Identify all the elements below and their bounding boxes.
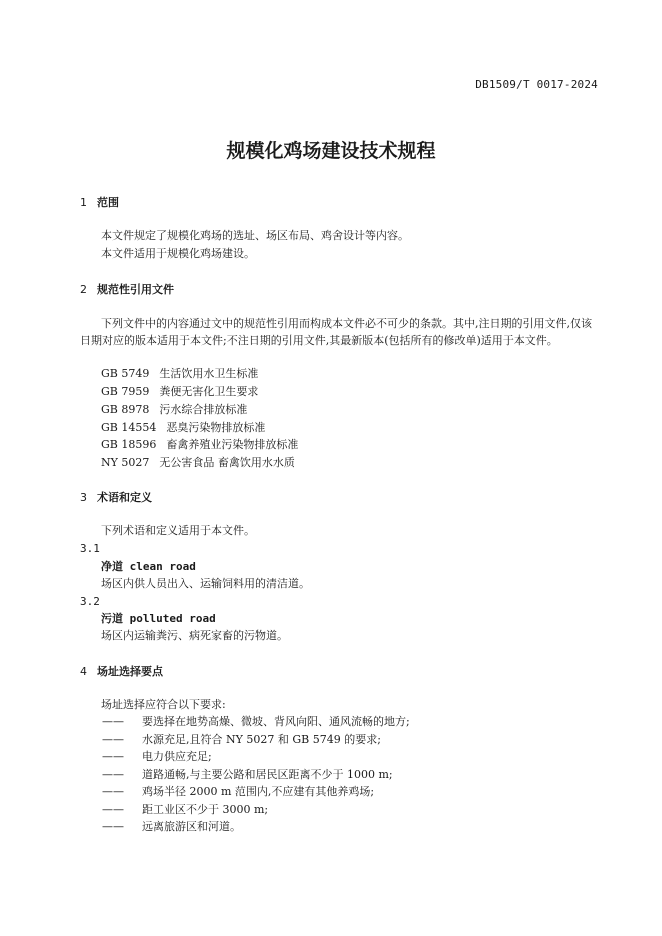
reference-code: NY 5027 [101, 456, 150, 469]
list-item: 电力供应充足; [142, 750, 212, 763]
section-title: 术语和定义 [97, 491, 152, 504]
term-definition: 场区内运输粪污、病死家畜的污物道。 [101, 629, 288, 642]
paragraph: 本文件适用于规模化鸡场建设。 [101, 247, 255, 260]
reference-item [101, 419, 265, 436]
reference-name: 粪便无害化卫生要求 [159, 385, 259, 398]
reference-name: 无公害食品 畜禽饮用水水质 [159, 456, 295, 469]
reference-name: 恶臭污染物排放标准 [166, 421, 266, 434]
paragraph: 场址选择应符合以下要求: [101, 698, 226, 711]
document-title: 规模化鸡场建设技术规程 [226, 140, 436, 162]
list-item: 要选择在地势高燥、微坡、背风向阳、通风流畅的地方; [142, 715, 410, 728]
section-number: 3 [80, 491, 87, 504]
reference-name: 畜禽养殖业污染物排放标准 [166, 438, 299, 451]
list-dash: —— [102, 785, 124, 798]
section-4-heading [80, 663, 163, 679]
section-title: 场址选择要点 [97, 665, 163, 678]
section-title: 规范性引用文件 [97, 283, 174, 296]
list-item: 道路通畅,与主要公路和居民区距离不少于 1000 m; [142, 768, 393, 781]
reference-code: GB 14554 [101, 421, 157, 434]
list-item: 远离旅游区和河道。 [142, 820, 241, 833]
subclause-number: 3.2 [80, 595, 100, 608]
reference-item [101, 454, 295, 471]
reference-code: GB 5749 [101, 367, 150, 380]
section-number: 2 [80, 283, 87, 296]
reference-code: GB 18596 [101, 438, 157, 451]
paragraph: 本文件规定了规模化鸡场的选址、场区布局、鸡舍设计等内容。 [101, 229, 409, 242]
reference-name: 污水综合排放标准 [159, 403, 248, 416]
reference-item [101, 365, 258, 382]
reference-code: GB 8978 [101, 403, 150, 416]
list-dash: —— [102, 750, 124, 763]
section-number: 4 [80, 665, 87, 678]
list-dash: —— [102, 733, 124, 746]
term-entry: 污道 polluted road [101, 612, 216, 625]
list-item: 水源充足,且符合 NY 5027 和 GB 5749 的要求; [142, 733, 381, 746]
list-dash: —— [102, 803, 124, 816]
reference-name: 生活饮用水卫生标准 [159, 367, 259, 380]
section-3-heading [80, 489, 152, 505]
paragraph: 下列文件中的内容通过文中的规范性引用而构成本文件必不可少的条款。其中,注日期的引用文件,仅该日期对应的版本适用于本文件;不注日期的引用文件,其最新版本(包括所有的修改单)适用于本文件。 [80, 317, 592, 347]
term-definition: 场区内供人员出入、运输饲料用的清洁道。 [101, 577, 310, 590]
term-entry: 净道 clean road [101, 560, 196, 573]
section-2-heading [80, 281, 174, 297]
reference-code: GB 7959 [101, 385, 150, 398]
list-item: 鸡场半径 2000 m 范围内,不应建有其他养鸡场; [142, 785, 375, 798]
list-dash: —— [102, 820, 124, 833]
document-code: DB1509/T 0017-2024 [475, 78, 598, 91]
reference-item [101, 401, 247, 418]
reference-item [101, 436, 298, 453]
paragraph: 下列术语和定义适用于本文件。 [101, 524, 255, 537]
section-title: 范围 [97, 196, 119, 209]
list-item: 距工业区不少于 3000 m; [142, 803, 269, 816]
list-dash: —— [102, 768, 124, 781]
section-number: 1 [80, 196, 87, 209]
section-1-heading [80, 194, 119, 210]
subclause-number: 3.1 [80, 542, 100, 555]
reference-item [101, 383, 258, 400]
list-dash: —— [102, 715, 124, 728]
